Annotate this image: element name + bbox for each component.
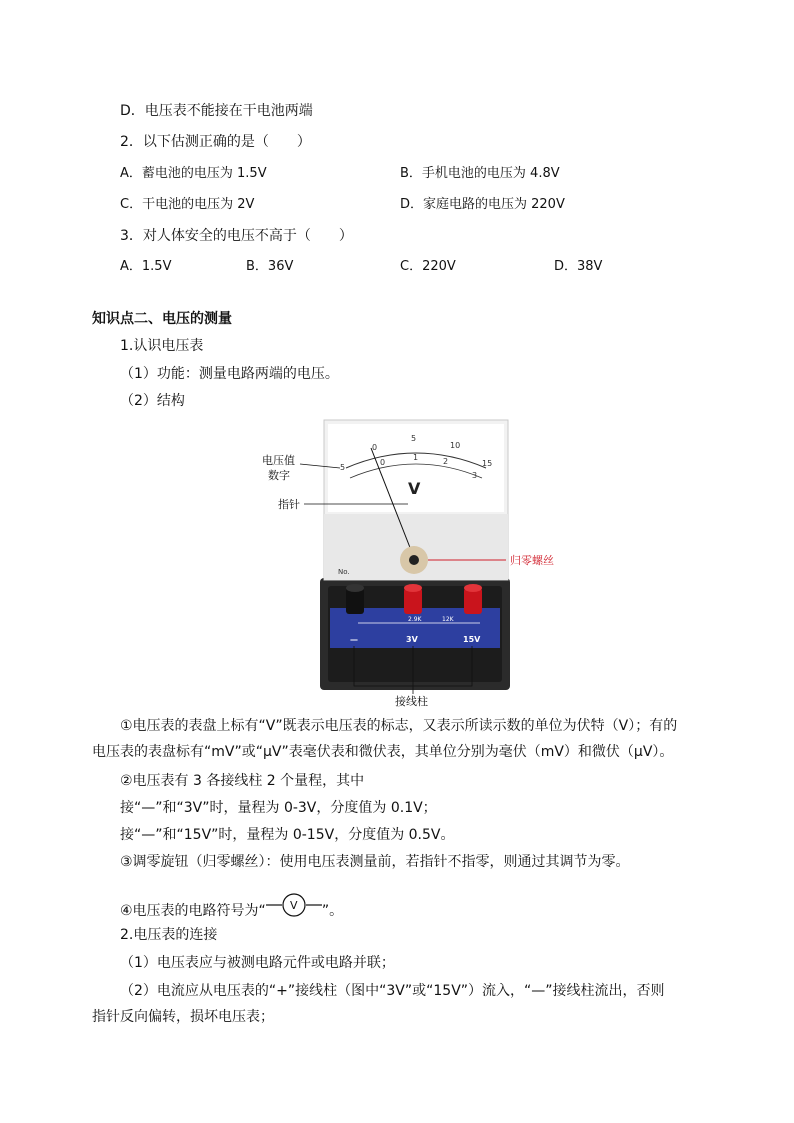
q2-option-b: B．手机电池的电压为 4.8V [400,166,560,181]
connection-2b: 指针反向偏转，损坏电压表； [92,1009,274,1025]
q3-option-d: D．38V [554,259,603,274]
note-4-suffix: ”。 [321,903,344,919]
note-2: ②电压表有 3 各接线柱 2 个量程，其中 [120,773,365,789]
section-title: 知识点二、电压的测量 [92,311,232,327]
note-1b: 电压表的表盘标有“mV”或“μV”表毫伏表和微伏表，其单位分别为毫伏（mV）和微伏（μV）。 [92,744,674,760]
resistor-2-label: 12K [442,616,454,623]
terminal-3v-post [404,584,422,614]
note-3: ③调零旋钮（归零螺丝）：使用电压表测量前，若指针不指零，则通过其调节为零。 [120,854,630,870]
subsection-1: 1.认识电压表 [120,338,204,354]
note-4-prefix: ④电压表的电路符号为“ [120,903,266,919]
scale-top-10: 10 [450,441,461,450]
label-digit: 数字 [268,469,290,482]
label-terminal: 接线柱 [395,695,428,708]
scale-bottom-3: 3 [472,471,478,480]
scale-top-15: 15 [482,459,493,468]
scale-top-5: 5 [411,434,417,443]
label-value: 电压值 [262,454,295,467]
resistor-1-label: 2.9K [408,616,422,623]
svg-text:5: 5 [340,463,346,472]
scale-bottom-1: 1 [413,453,419,462]
connection-2a: （2）电流应从电压表的“+”接线柱（图中“3V”或“15V”）流入，“—”接线柱流出，否则 [120,983,665,999]
label-zero-screw: 归零螺丝 [510,554,554,567]
dial-unit-v: V [408,479,421,498]
note-1a: ①电压表的表盘上标有“V”既表示电压表的标志，又表示所读示数的单位为伏特（V）；有的 [120,718,678,734]
note-4 [120,898,343,924]
terminal-3v-label: 3V [406,635,418,644]
structure-text: （2）结构 [120,393,185,409]
q3-option-b: B．36V [246,259,294,274]
no-label: No. [338,568,350,576]
voltmeter-symbol-icon [266,892,322,918]
scale-bottom-2: 2 [443,457,449,466]
terminal-15v-label: 15V [463,635,481,644]
note-2a: 接“—”和“3V”时，量程为 0-3V，分度值为 0.1V； [120,800,437,816]
q3-option-a: A．1.5V [120,259,172,274]
q2-option-a: A．蓄电池的电压为 1.5V [120,166,267,181]
q2-stem: 2．以下估测正确的是（ ） [120,134,311,150]
scale-bottom-0: 0 [380,458,386,467]
terminal-minus-label: — [350,635,358,644]
q2-option-d: D．家庭电路的电压为 220V [400,197,565,212]
scale-top-0: 0 [372,443,378,452]
zero-screw [400,546,428,574]
connection-1: （1）电压表应与被测电路元件或电路并联； [120,955,395,971]
voltmeter-symbol-letter: V [289,899,298,912]
q2-option-c: C．干电池的电压为 2V [120,197,255,212]
function-text: （1）功能：测量电路两端的电压。 [120,366,339,382]
q3-stem: 3．对人体安全的电压不高于（ ） [120,228,353,244]
q1-option-d: D．电压表不能接在干电池两端 [120,103,313,119]
q3-option-c: C．220V [400,259,456,274]
note-2b: 接“—”和“15V”时，量程为 0-15V，分度值为 0.5V。 [120,827,455,843]
terminal-15v-post [464,584,482,614]
label-pointer: 指针 [278,498,300,511]
voltmeter-figure [258,418,578,708]
terminal-minus-post [346,584,364,614]
subsection-2: 2.电压表的连接 [120,927,218,943]
